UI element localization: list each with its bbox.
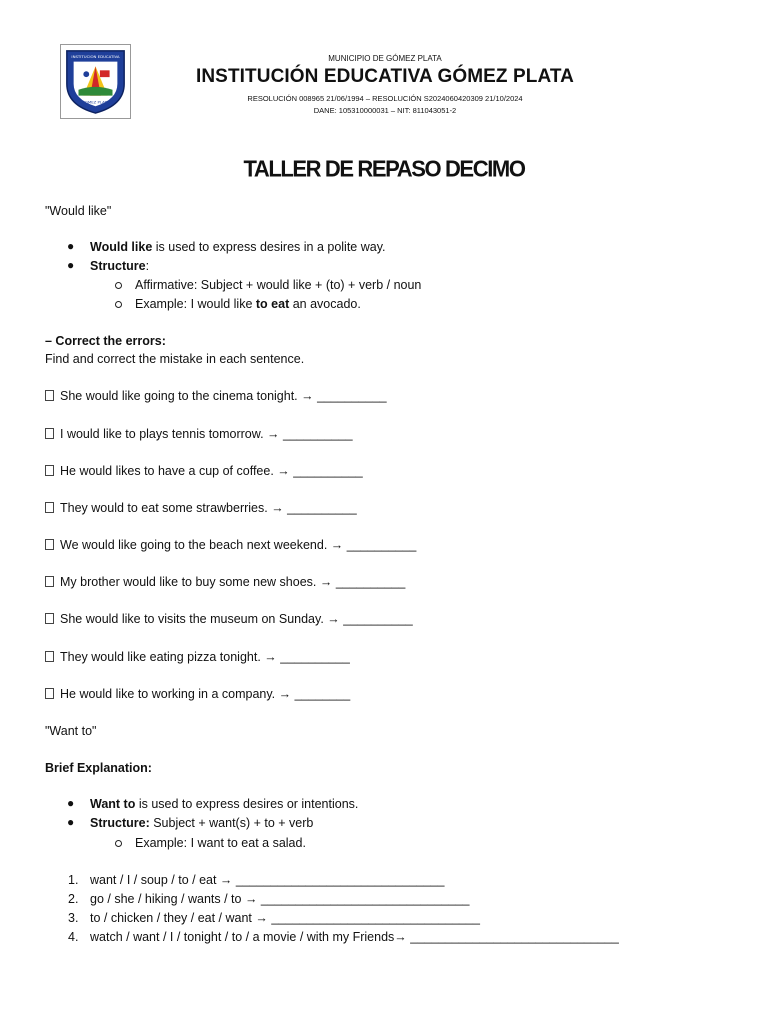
- checkbox-icon: [45, 502, 54, 513]
- error-sentence: [45, 649, 350, 665]
- errors-instruction: Find and correct the mistake in each sentence.: [45, 352, 305, 366]
- point-bold: Would like: [90, 240, 153, 254]
- want-to-heading: "Want to": [45, 724, 97, 738]
- would-like-point-2: [90, 258, 149, 274]
- sentence-text: She would like going to the cinema tonight. → __________: [60, 389, 387, 403]
- checkbox-icon: [45, 428, 54, 439]
- checkbox-icon: [45, 390, 54, 401]
- sentence-text: She would like to visits the museum on Sunday. → __________: [60, 612, 413, 626]
- checkbox-icon: [45, 651, 54, 662]
- example-bold: to eat: [255, 297, 290, 311]
- bullet-icon: ●: [67, 796, 75, 810]
- checkbox-icon: [45, 576, 54, 587]
- sentence-text: I would like to plays tennis tomorrow. → __________: [60, 427, 353, 441]
- error-sentence: [45, 463, 363, 479]
- checkbox-icon: [45, 688, 54, 699]
- sentence-text: He would likes to have a cup of coffee. → __________: [60, 464, 363, 478]
- checkbox-icon: [45, 539, 54, 550]
- municipality-text: MUNICIPIO DE GÓMEZ PLATA: [328, 54, 442, 63]
- point-text: Subject + want(s) + to + verb: [149, 816, 314, 830]
- point-bold: Want to: [90, 797, 136, 811]
- exercise-number: 4.: [68, 930, 79, 944]
- example-text: Example: I would like: [135, 297, 256, 311]
- dane-nit-text: DANE: 105310000031 – NIT: 811043051-2: [313, 106, 457, 115]
- sentence-text: They would to eat some strawberries. → __________: [60, 501, 357, 515]
- bullet-icon: ●: [67, 258, 75, 272]
- error-sentence: [45, 537, 416, 553]
- sub-bullet-icon: [115, 301, 122, 308]
- sentence-text: My brother would like to buy some new shoes. → __________: [60, 575, 406, 589]
- point-bold: Structure: [90, 259, 146, 273]
- sub-bullet-icon: [115, 840, 122, 847]
- errors-heading: – Correct the errors:: [45, 334, 166, 348]
- brief-explanation-heading: Brief Explanation:: [45, 761, 152, 775]
- shield-icon: [61, 45, 130, 118]
- want-to-point-1: [90, 796, 358, 812]
- error-sentence: [45, 388, 387, 404]
- want-to-point-2: [90, 815, 313, 831]
- bullet-icon: ●: [67, 815, 75, 829]
- would-like-point-1: [90, 239, 386, 255]
- exercise-text: watch / want / I / tonight / to / a movie / with my Friends→ ______________________________: [90, 930, 619, 944]
- error-sentence: [45, 500, 357, 516]
- exercise-text: want / I / soup / to / eat → ______________________________: [90, 873, 445, 887]
- document-title: TALLER DE REPASO DECIMO: [243, 155, 525, 182]
- error-sentence: [45, 686, 350, 702]
- bullet-icon: ●: [67, 239, 75, 253]
- exercise-number: 3.: [68, 911, 79, 925]
- checkbox-icon: [45, 465, 54, 476]
- point-bold: Structure:: [90, 816, 150, 830]
- logo-bottom-text: GOMEZ PLATA: [81, 99, 110, 105]
- sub-bullet-icon: [115, 282, 122, 289]
- institution-name: INSTITUCIÓN EDUCATIVA GÓMEZ PLATA: [195, 66, 574, 87]
- would-like-example: [135, 296, 361, 312]
- error-sentence: [45, 574, 405, 590]
- sentence-text: We would like going to the beach next weekend. → __________: [60, 538, 417, 552]
- sentence-text: He would like to working in a company. → ________: [60, 687, 351, 701]
- point-text: is used to express desires in a polite way.: [152, 240, 386, 254]
- school-logo: [60, 44, 131, 119]
- want-to-example: Example: I want to eat a salad.: [135, 836, 306, 850]
- would-like-structure: Affirmative: Subject + would like + (to) + verb / noun: [135, 278, 422, 292]
- resolution-text: RESOLUCIÓN 008965 21/06/1994 – RESOLUCIÓN S2024060420309 21/10/2024: [247, 94, 523, 103]
- exercise-text: go / she / hiking / wants / to → ______________________________: [90, 892, 470, 906]
- exercise-number: 1.: [68, 873, 79, 887]
- would-like-heading: "Would like": [45, 204, 112, 218]
- example-text: an avocado.: [289, 297, 361, 311]
- logo-top-text: INSTITUCION EDUCATIVA: [71, 54, 120, 60]
- exercise-number: 2.: [68, 892, 79, 906]
- point-text: :: [145, 259, 150, 273]
- checkbox-icon: [45, 613, 54, 624]
- error-sentence: [45, 611, 413, 627]
- error-sentence: [45, 426, 353, 442]
- point-text: is used to express desires or intentions.: [135, 797, 359, 811]
- exercise-text: to / chicken / they / eat / want → ______________________________: [90, 911, 480, 925]
- sentence-text: They would like eating pizza tonight. → __________: [60, 650, 350, 664]
